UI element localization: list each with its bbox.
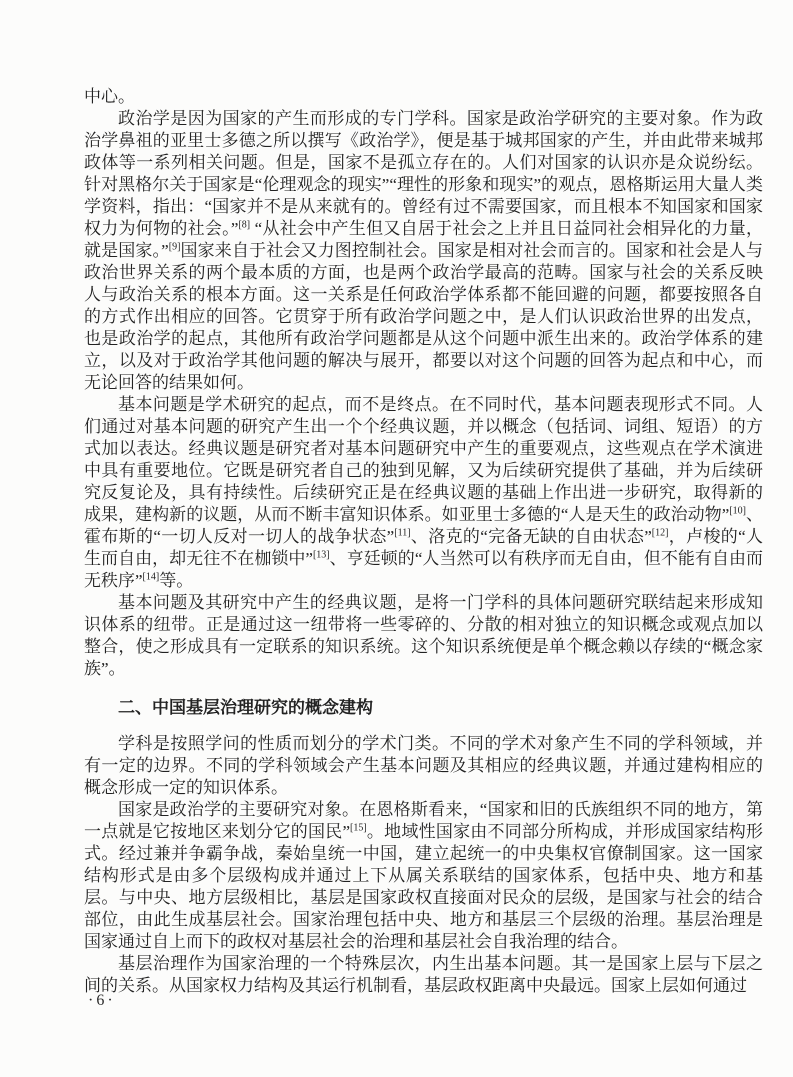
footnote-ref: [10] — [729, 505, 746, 517]
footnote-ref: [13] — [312, 549, 330, 561]
text-run: “从社会中产生但又自居于社会之上并且日益同社会相异化的力量，就是国家。” — [84, 219, 763, 260]
paragraph — [84, 86, 763, 108]
page-number: ·6· — [88, 992, 116, 1009]
text-run: 国家来自于社会又力图控制社会。国家是相对社会而言的。国家和社会是人与政治世界关系的两个最本质的方面，也是两个政治学最高的范畴。国家与社会的关系反映人与政治关系的根本方面。这一关系是任何政治学体系都不能回避的问题，都要按照各自的方式作出相应的回答。它贯穿于所有政治学问题之中，是人们认识政治世界的出发点，也是政治学的起点，其他所有政治学问题都是从这个问题中派生出来的。政治学体系的建立，以及对于政治学其他问题的解决与展开，都要以对这个问题的回答为起点和中心，而无论回答的结果如何。 — [84, 241, 764, 392]
text-run: 、洛克的“完备无缺的自由状态” — [410, 527, 652, 546]
footnote-ref: [8] — [238, 219, 251, 231]
text-block — [84, 86, 763, 997]
text-run: 二、中国基层治理研究的概念建构 — [118, 698, 373, 717]
text-run: 政治学是因为国家的产生而形成的专门学科。国家是政治学研究的主要对象。作为政治学鼻祖的亚里士多德之所以撰写《政治学》，便是基于城邦国家的产生，并由此带来城邦政体等一系列相关问题。但是，国家不是孤立存在的。人们对国家的认识亦是众说纷纭。针对黑格尔关于国家是“伦理观念的现实”“理性的形象和现实”的观点，恩格斯运用大量人类学资料，指出：“国家并不是从来就有的。曾经有过不需要国家，而且根本不知国家和国家权力为何物的社会。” — [84, 109, 763, 238]
text-run: 学科是按照学问的性质而划分的学术门类。不同的学术对象产生不同的学科领域，并有一定的边界。不同的学科领域会产生基本问题及其相应的经典议题，并通过建构相应的概念形成一定的知识体系。 — [84, 734, 763, 797]
footnote-ref: [12] — [651, 527, 669, 539]
text-run: 等。 — [159, 571, 194, 590]
paragraph — [84, 799, 763, 953]
footnote-ref: [11] — [394, 527, 411, 539]
footnote-ref: [9] — [168, 241, 181, 253]
text-run: 基层治理作为国家治理的一个特殊层次，内生出基本问题。其一是国家上层与下层之间的关系。从国家权力结构及其运行机制看，基层政权距离中央最远。国家上层如何通过 — [84, 954, 763, 995]
footnote-ref: [14] — [142, 571, 160, 583]
paragraph — [84, 733, 763, 799]
paragraph — [84, 592, 763, 680]
paragraph — [84, 108, 763, 394]
text-run: 、霍布斯的“一切人反对一切人的战争状态” — [84, 505, 764, 546]
paragraph — [84, 394, 763, 592]
text-run: 基本问题及其研究中产生的经典议题，是将一门学科的具体问题研究联结起来形成知识体系的纽带。正是通过这一纽带将一些零碎的、分散的相对独立的知识概念或观点加以整合，使之形成具有一定联系的知识系统。这个知识系统便是单个概念赖以存续的“概念家族”。 — [84, 593, 763, 678]
text-run: 国家是政治学的主要研究对象。在恩格斯看来，“国家和旧的氏族组织不同的地方，第一点就是它按地区来划分它的国民” — [84, 800, 763, 841]
paragraph — [84, 953, 763, 997]
text-run: 。地域性国家由不同部分所构成，并形成国家结构形式。经过兼并争霸争战，秦始皇统一中国，建立起统一的中央集权官僚制国家。这一国家结构形式是由多个层级构成并通过上下从属关系联结的国家体系，包括中央、地方和基层。与中央、地方层级相比，基层是国家政权直接面对民众的层级，是国家与社会的结合部位，由此生成基层社会。国家治理包括中央、地方和基层三个层级的治理。基层治理是国家通过自上而下的政权对基层社会的治理和基层社会自我治理的结合。 — [84, 822, 764, 951]
text-run: 中心。 — [84, 87, 135, 106]
text-run: 、亨廷顿的“人当然可以有秩序而无自由，但不能有自由而无秩序” — [84, 549, 764, 590]
text-run: ，卢梭的“人生而自由，却无往不在枷锁中” — [84, 527, 764, 568]
section-heading — [84, 697, 763, 719]
footnote-ref: [15] — [350, 822, 367, 834]
text-run: 基本问题是学术研究的起点，而不是终点。在不同时代，基本问题表现形式不同。人们通过对基本问题的研究产生出一个个经典议题，并以概念（包括词、词组、短语）的方式加以表达。经典议题是研究者对基本问题研究中产生的重要观点，这些观点在学术演进中具有重要地位。它既是研究者自己的独到见解，又为后续研究提供了基础，并为后续研究反复论及，具有持续性。后续研究正是在经典议题的基础上作出进一步研究，取得新的成果，建构新的议题，从而不断丰富知识体系。如亚里士多德的“人是天生的政治动物” — [84, 395, 763, 524]
